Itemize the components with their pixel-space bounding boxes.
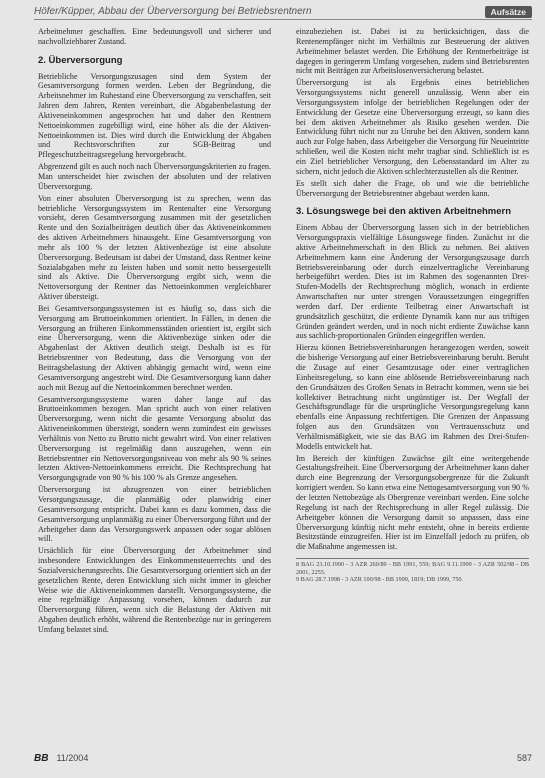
left-column: [38, 27, 271, 637]
footnote: 8 BAG 23.10.1990 - 3 AZR 260/89 - BB 1991, 559; BAG 9.11.1999 - 3 AZR 502/98 - DB 2001, 2255.: [296, 561, 529, 576]
paragraph: Betriebliche Versorgungszusagen sind dem System der Gesamtversorgung formen werden. Leben der Begründung, die Arbeitsnehmer im Ruhestand eine Überversorgung zu verschaffen, seit Jahren dem Jahren, Renten vereinbart, die Abgabenbelastung der Aktiveneinkommen angesprochen hat und daher den Rentnern Nettoeinkommen zugebilligt wird, eine höher als die der Aktiven-Nettoeinkommen ist. Dies wird durch die Entwicklung der Abgaben und Rechtsvorschriften zur SGB-Beitrag und Pflegeschutzbeitragsregelung hervorgebracht.: [38, 71, 271, 160]
paragraph: Im Bereich der künftigen Zuwächse gilt eine weitergehende Gestaltungsfreiheit. Eine Überversorgung der Arbeitnehmer kann daher durch eine Begrenzung der Versorgungsobergrenze für die Zukunft korrigiert werden. So kann etwa eine Nettogesamtversorgung von 90 % der letzten Nettobezüge als Obergrenze vereinbart werden. Eine solche Regelung ist nach der Rechtsprechung in aller Regel zulässig. Die Arbeitgeber können die Versorgung damit so anpassen, dass eine Überversorgung künftig nicht mehr entsteht, ohne in bereits erdiente Besitzstände einzugreifen. Hier ist im Einzelfall jedoch zu prüfen, ob die Maßnahme angemessen ist.: [296, 453, 529, 552]
page-footer: [34, 751, 532, 765]
paragraph: Bei Gesamtversorgungssystemen ist es häufig so, dass sich die Versorgung am Bruttoeinkommen orientiert. In Fällen, in denen die Versorgung an früheren Einkommensständen orientiert ist, ergibt sich eine Überversorgung, wenn die Aktivenbezüge sinken oder die Abgabenlast der Aktiven deutlich steigt. Deshalb ist es für Betriebsrentner von Bedeutung, dass die Versorgung von der Beitragsbelastung der Aktiven abhängig gemacht wird, wenn eine Gesamtversorgung angestrebt wird. Die Gesamtversorgung kann daher auch mit Bezug auf die Nettoeinkommen berechnet werden.: [38, 303, 271, 392]
right-column: [296, 27, 529, 584]
paragraph: Einem Abbau der Überversorgung lassen sich in der betrieblichen Versorgungspraxis vielfältige Lösungswege finden. Zunächst ist die aktive Arbeitnehmerschaft in den Blick zu nehmen. Bei aktiven Arbeitnehmern kann eine Änderung der Versorgungszusage durch Betriebsvereinbarung oder durch einzelvertragliche Vereinbarung herbeigeführt werden. Dies ist im Rahmen des sogenannten Drei-Stufen-Modells der Rechtsprechung möglich, wonach in erdiente Anwartschaften nur unter strengen Voraussetzungen eingegriffen werden darf. Der erdiente Teilbetrag einer Anwartschaft ist grundsätzlich geschützt, die erdiente Dynamik kann nur aus triftigen Gründen geändert werden, und in noch nicht erdiente Zuwächse kann aus sachlich-proportionalen Gründen eingegriffen werden.: [296, 223, 529, 341]
paragraph: Von einer absoluten Überversorgung ist zu sprechen, wenn das betriebliche Versorgungssystem im Rentenalter eine Versorgung vorsieht, deren Gesamtversorgung zusammen mit der gesetzlichen Rente und den Sozialbeiträgen deutlich über das Aktiveneinkommen des aktiven Arbeitnehmers hinausgeht. Eine Gesamtversorgung von mehr als 100 % der letzten Aktivenbezüge ist eine absolute Überversorgung. Bedeutsam ist dabei der Umstand, dass Rentner keine Sozialabgaben mehr zu leisten haben und somit netto bessergestellt sind als Aktive. Die Überversorgung ergibt sich, wenn die Nettoversorgung der Rentner das Nettoeinkommen vergleichbarer Aktiver übersteigt.: [38, 193, 271, 302]
header-title: Höfer/Küpper, Abbau der Überversorgung bei Betriebsrentnern: [34, 6, 312, 17]
paragraph: Gesamtversorgungssysteme waren daher lange auf das Bruttoeinkommen bezogen. Man spricht auch von einer relativen Überversorgung, wenn nicht die gesamte Versorgung absolut das Aktiveneinkommen übersteigt, sondern wenn zumindest ein gewisses Verhältnis von Netto zu Brutto nicht gewahrt wird. Von einer relativen Überversorgung ist regelmäßig dann auszugehen, wenn ein Betriebsrentner ein Nettoversorgungsniveau von mehr als 90 % seines letzten Aktiven-Nettoeinkommens erreicht. Die Rechtsprechung hat Versorgungsgrade von 90 % bis 100 % als Grenze angesehen.: [38, 394, 271, 483]
section-tag: Aufsätze: [485, 6, 532, 18]
footnote: 9 BAG 28.7.1998 - 3 AZR 100/98 - BB 1999, 1819; DB 1999, 750.: [296, 576, 464, 584]
paragraph: Überversorgung ist abzugrenzen von einer betrieblichen Versorgungszusage, die planmäßig oder planwidrig einer Gesamtversorgung entspricht. Dabei kann es dazu kommen, dass die Gesamtversorgung unplanmäßig zu einer Überversorgung führt und der Arbeitgeber dann das Versorgungswerk anpassen oder sogar ablösen will.: [38, 485, 271, 544]
paragraph: Es stellt sich daher die Frage, ob und wie die betriebliche Überversorgung der Betriebsrentner abgebaut werden kann.: [296, 178, 529, 198]
journal-brand: BB: [34, 752, 49, 764]
paragraph: einzubeziehen ist. Dabei ist zu berücksichtigen, dass die Rentenempfänger nicht im Verhältnis zur Besteuerung der aktiven Arbeitnehmer belastet werden. Die Erhöhung der Rentnerbeiträge ist dagegen in geringerem Umfang vorgesehen, zudem sind Betriebsrenten nicht mit Beiträgen zur Arbeitslosenversicherung belastet.: [296, 27, 529, 76]
paragraph: Abgrenzend gilt es auch noch nach Überversorgungskriterien zu fragen. Man unterscheidet hier zwischen der absoluten und der relativen Überversorgung.: [38, 162, 271, 191]
page-number: 587: [516, 753, 532, 763]
section-heading-loesungswege: 3. Lösungswege bei den aktiven Arbeitnehmern: [296, 206, 512, 218]
paragraph: Überversorgung ist als Ergebnis eines betrieblichen Versorgungssystems nicht generell unzulässig. Wenn aber ein Versorgungssystem infolge der betrieblichen Regelungen oder der Entwicklung der Gesetze eine Überversorgung erzeugt, so kann dies bei dem aktiven Arbeitnehmer als Risiko gesehen werden. Die Entwicklung führt nicht nur zu Unruhe bei den Aktiven, sondern kann auch zur Folge haben, dass Arbeitgeber die Versorgung für Neueintritte schließen, weil die Kosten nicht mehr tragbar sind. Schließlich ist es ein Ziel betrieblicher Versorgung, den Lebensstandard im Alter zu sichern, nicht jedoch die Aktiven schlechterzustellen als die Rentner.: [296, 78, 529, 176]
issue-number: 11/2004: [56, 753, 89, 763]
intro-paragraph: Arbeitnehmer geschaffen. Eine bedeutungsvoll und sicherer und nachvollziehbarer Zustand.: [38, 27, 271, 46]
paragraph: Hierzu können Betriebsvereinbarungen herangezogen werden, soweit die bisherige Versorgung auf einer Betriebsvereinbarung beruht. Beruht die Zusage auf einer Gesamtzusage oder einer vertraglichen Einheitsregelung, so kann eine ablösende Betriebsvereinbarung nach den Grundsätzen des Großen Senats in Betracht kommen, wenn sie bei kollektiver Betrachtung nicht ungünstiger ist. Der Wegfall der Geschäftsgrundlage für die ursprüngliche Versorgungsregelung kann ebenfalls eine Anpassung rechtfertigen. Die Grenzen der Anpassung folgen aus den Grundsätzen von Vertrauensschutz und Verhältnismäßigkeit, wie sie das BAG im Rahmen des Drei-Stufen-Modells entwickelt hat.: [296, 343, 529, 451]
running-header: [34, 4, 532, 20]
section-heading-overversorgung: 2. Überversorgung: [38, 54, 123, 66]
paragraph: Ursächlich für eine Überversorgung der Arbeitnehmer sind insbesondere Entwicklungen des Einkommensteuerrechts und des Sozialversicherungsrechts. Die Gesamtversorgung orientiert sich an der gesetzlichen Rente, deren Entwicklung sich nicht immer in gleicher Weise wie die Aktiveneinkommen darstellt. Versorgungssysteme, die eine regelmäßige Anpassung vorsehen, können dadurch zur Überversorgung führen, wenn sich die Belastung der Aktiven mit Abgaben deutlich erhöht, während die Rentenbezüge nur in geringerem Umfang belastet sind.: [38, 546, 271, 634]
footnotes: [296, 558, 529, 584]
